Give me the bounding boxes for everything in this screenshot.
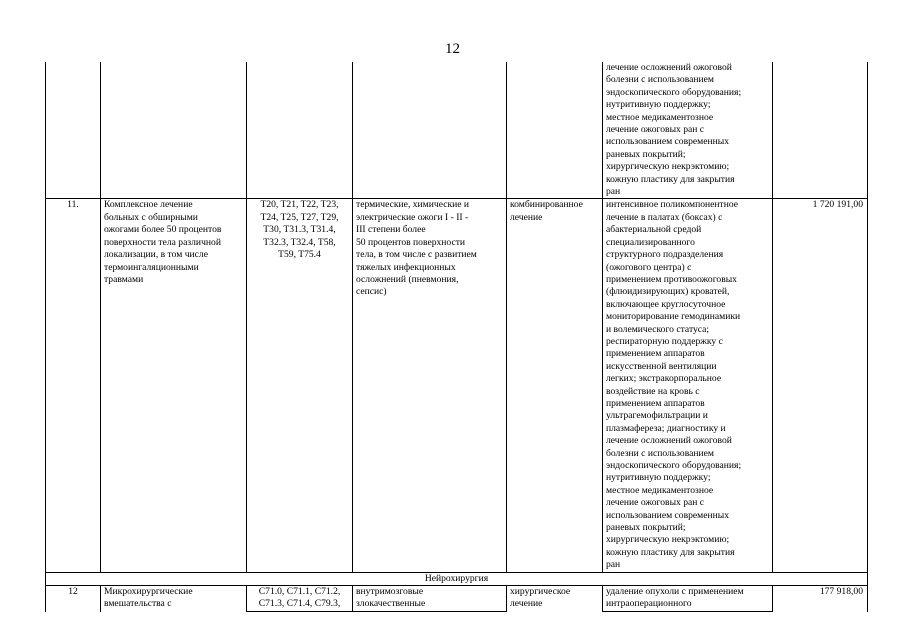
table-row-12 [46, 586, 868, 612]
section-header-row [46, 572, 868, 585]
cell-treatment-type: хирургическое лечение [507, 586, 603, 612]
cell-patient-model: внутримозговые злокачественные [353, 586, 507, 612]
cell-codes: C71.0, C71.1, C71.2, C71.3, C71.4, C79.3, [247, 586, 353, 612]
cell-treatment-method: лечение осложнений ожоговой болезни с использованием эндоскопического оборудования; нутритивную поддержку; местное медикаментозное лечение ожоговых ран с использованием современных раневых покрытий; хирургическую некрэктомию; кожную пластику для закрытия ран [603, 62, 773, 199]
cell-treatment-method: интенсивное поликомпонентное лечение в палатах (боксах) с абактериальной средой специализированного структурного подразделения (ожогового центра) с применением противоожоговых (флюидизирующих) кроватей, включающее круглосуточное мониторирование гемодинамики и волемического статуса; респираторную поддержку с применением аппаратов искусственной вентиляции легких; экстракорпоральное воздействие на кровь с применением аппаратов ультрагемофильтрации и плазмафереза; диагностику и лечение осложнений ожоговой болезни с использованием эндоскопического оборудования; нутритивную поддержку; местное медикаментозное лечение ожоговых ран с использованием современных раневых покрытий; хирургическую некрэктомию; кожную пластику для закрытия ран [603, 199, 773, 572]
cell-patient-model [353, 62, 507, 199]
page-number: 12 [445, 41, 460, 57]
cell-number [46, 62, 101, 199]
cell-codes: T20, T21, T22, T23, T24, T25, T27, T29, T30, T31.3, T31.4, T32.3, T32.4, T58, T59, T75.4 [247, 199, 353, 572]
continuation-row [46, 62, 868, 199]
cell-number: 12 [46, 586, 101, 612]
cell-cost: 1 720 191,00 [773, 199, 868, 572]
procedures-table [45, 62, 868, 612]
cell-treatment-type: комбинированное лечение [507, 199, 603, 572]
cell-cost: 177 918,00 [773, 586, 868, 612]
cell-patient-model: термические, химические и электрические ожоги I - II - III степени более 50 процентов поверхности тела, в том числе с развитием тяжелых инфекционных осложнений (пневмония, сепсис) [353, 199, 507, 572]
cell-treatment-type [507, 62, 603, 199]
table-row-11 [46, 199, 868, 572]
cell-name: Комплексное лечение больных с обширными ожогами более 50 процентов поверхности тела различной локализации, в том числе термоингаляционными травмами [101, 199, 247, 572]
cell-codes [247, 62, 353, 199]
cell-treatment-method: удаление опухоли с применением интраоперационного [603, 586, 773, 612]
cell-cost [773, 62, 868, 199]
cell-name: Микрохирургические вмешательства с [101, 586, 247, 612]
cell-name [101, 62, 247, 199]
cell-number: 11. [46, 199, 101, 572]
section-title: Нейрохирургия [46, 572, 868, 585]
